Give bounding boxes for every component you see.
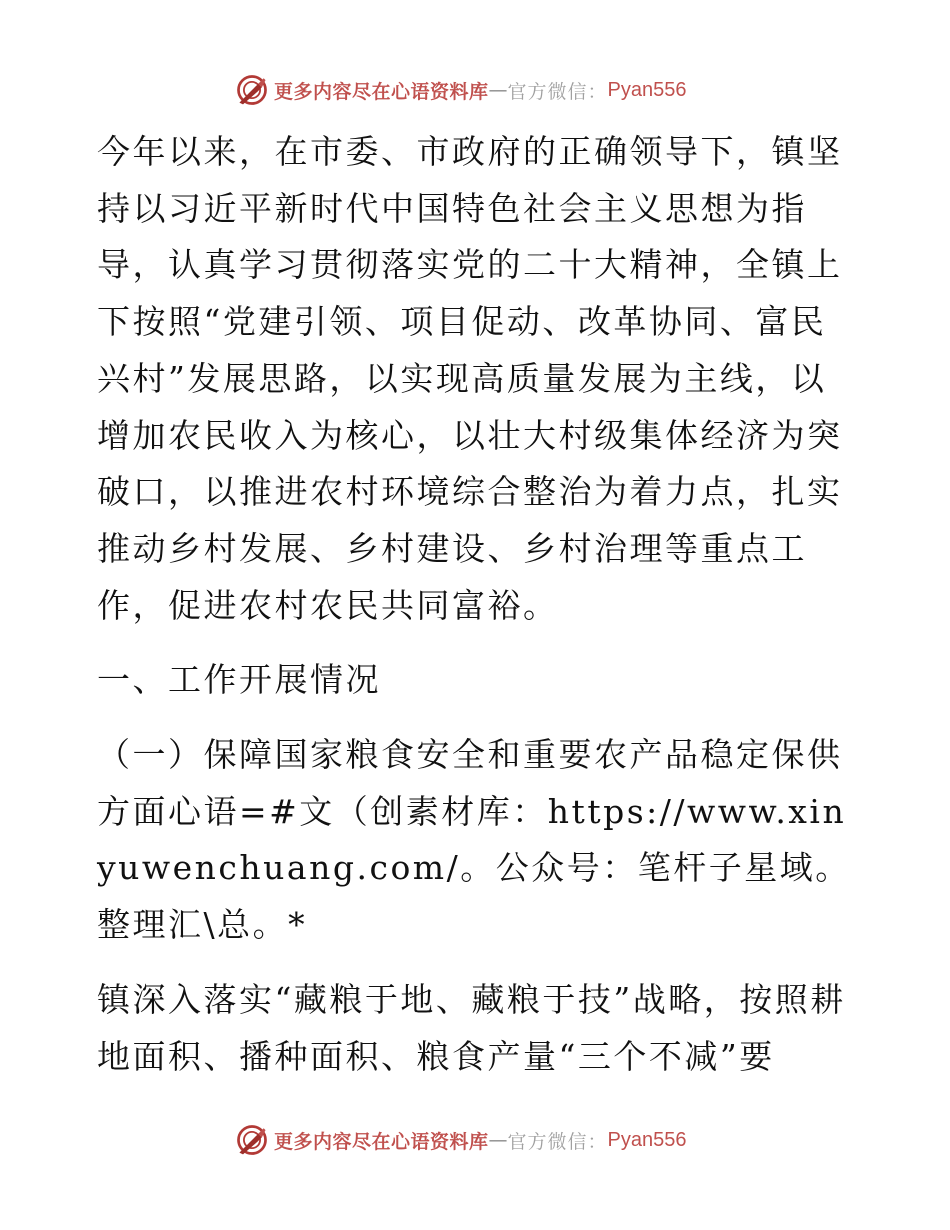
- watermark-wechat-id: Pyan556: [607, 78, 687, 101]
- paragraph-grain-security: 镇深入落实“藏粮于地、藏粮于技”战略，按照耕地面积、播种面积、粮食产量“三个不减”要: [97, 979, 846, 1076]
- document-body: [97, 124, 857, 1085]
- subsection-heading: （一）保障国家粮食安全和重要农产品稳定保供方面心语=#文（创素材库：https://www.xinyuwenchuang.com/。公众号：笔杆子星域。整理汇\总。*: [97, 735, 851, 945]
- watermark-wechat-id: Pyan556: [607, 1128, 687, 1151]
- watermark-brand-text: 更多内容尽在心语资料库: [274, 80, 489, 103]
- watermark-banner-top: [234, 70, 734, 110]
- watermark-official-label: 官方微信：: [507, 1130, 608, 1153]
- watermark-dash: —: [488, 1129, 508, 1151]
- watermark-dash: —: [488, 79, 508, 101]
- pen-logo-icon: [234, 1122, 270, 1158]
- pen-logo-icon: [234, 72, 270, 108]
- paragraph-intro: 今年以来，在市委、市政府的正确领导下，镇坚持以习近平新时代中国特色社会主义思想为指导，认真学习贯彻落实党的二十大精神，全镇上下按照“党建引领、项目促动、改革协同、富民兴村”发展思路，以实现高质量发展为主线，以增加农民收入为核心，以壮大村级集体经济为突破口，以推进农村环境综合整治为着力点，扎实推动乡村发展、乡村建设、乡村治理等重点工作，促进农村农民共同富裕。: [97, 132, 843, 625]
- watermark-official-label: 官方微信：: [507, 80, 608, 103]
- watermark-brand-text: 更多内容尽在心语资料库: [274, 1130, 489, 1153]
- section-heading: 一、工作开展情况: [97, 660, 381, 700]
- watermark-banner-bottom: [234, 1120, 734, 1160]
